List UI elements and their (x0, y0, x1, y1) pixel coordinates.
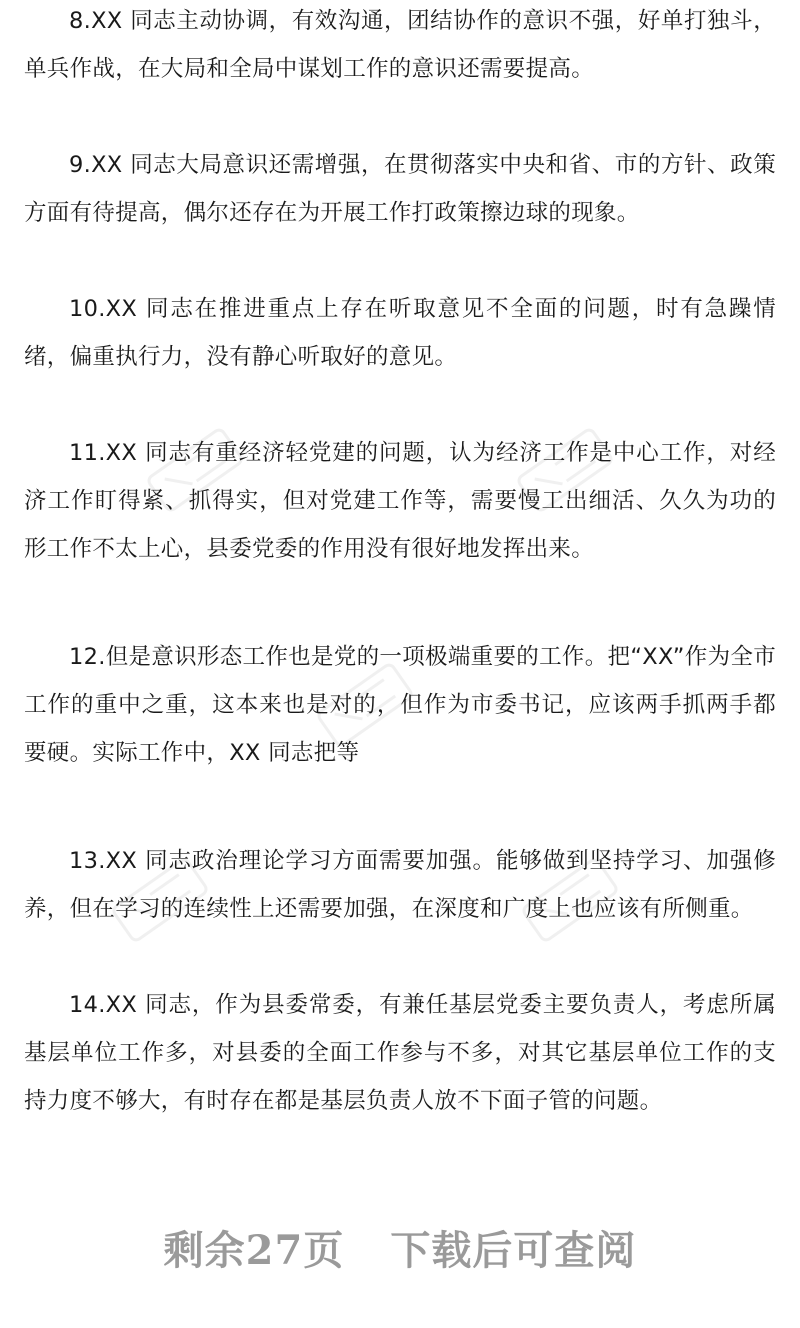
remaining-pages-label: 剩余27页 (163, 1227, 345, 1274)
paragraph-item-12: 12.但是意识形态工作也是党的一项极端重要的工作。把“XX”作为全市工作的重中之重，这本来也是对的，但作为市委书记，应该两手抓两手都要硬。实际工作中，XX 同志把等 (24, 644, 776, 766)
download-prompt[interactable] (0, 1219, 800, 1276)
paragraph-item-10: 10.XX 同志在推进重点上存在听取意见不全面的问题，时有急躁情绪，偏重执行力，没有静心听取好的意见。 (24, 296, 776, 370)
paragraph-item-14: 14.XX 同志，作为县委常委，有兼任基层党委主要负责人，考虑所属基层单位工作多，对县委的全面工作参与不多，对其它基层单位工作的支持力度不够大，有时存在都是基层负责人放不下面子管的问题。 (24, 992, 776, 1114)
download-to-view-label: 下载后可查阅 (390, 1227, 637, 1274)
paragraph-item-13: 13.XX 同志政治理论学习方面需要加强。能够做到坚持学习、加强修养，但在学习的连续性上还需要加强，在深度和广度上也应该有所侧重。 (24, 848, 776, 922)
paragraph-item-9: 9.XX 同志大局意识还需增强，在贯彻落实中央和省、市的方针、政策方面有待提高，偶尔还存在为开展工作打政策擦边球的现象。 (24, 152, 776, 226)
paragraph-item-11: 11.XX 同志有重经济轻党建的问题，认为经济工作是中心工作，对经济工作盯得紧、抓得实，但对党建工作等，需要慢工出细活、久久为功的形工作不太上心，县委党委的作用没有很好地发挥出来。 (24, 440, 776, 562)
paragraph-item-8: 8.XX 同志主动协调，有效沟通，团结协作的意识不强，好单打独斗，单兵作战，在大局和全局中谋划工作的意识还需要提高。 (24, 8, 776, 82)
